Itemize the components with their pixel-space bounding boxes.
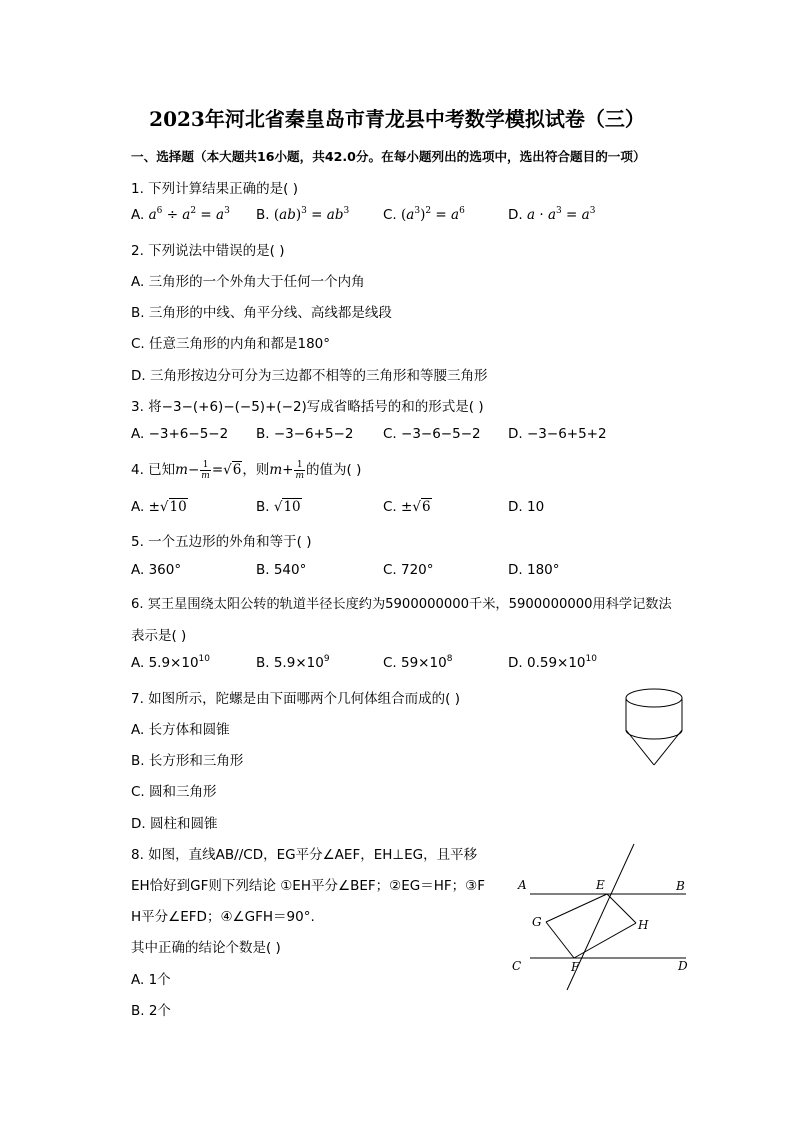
q4-option-b: B. √10: [256, 499, 301, 515]
cone-right-edge: [654, 730, 682, 765]
segment-eh: [607, 894, 636, 923]
cylinder-bottom-arc: [626, 730, 682, 739]
label-b: B: [676, 879, 685, 893]
q4-option-a: A. ±√10: [131, 499, 187, 515]
q6-option-d: D. $0.59\times 10^{10}$: [508, 654, 597, 671]
q3-option-b: B. −3−6+5−2: [256, 426, 354, 442]
q2-option-d: D. 三角形按边分可分为三边都不相等的三角形和等腰三角形: [131, 368, 488, 384]
question-8-stem-line2: EH恰好到GF则下列结论 ①EH平分∠BEF；②EG＝HF；③F: [131, 878, 486, 894]
q7-option-d: D. 圆柱和圆锥: [131, 816, 218, 832]
label-f: F: [571, 960, 580, 974]
q5-option-b: B. 540°: [256, 562, 307, 578]
q3-option-c: C. −3−6−5−2: [383, 426, 481, 442]
q1-option-c: C. $(a^3)^2 = a^6$: [383, 206, 465, 223]
q4-option-c: C. ±√6: [383, 499, 431, 515]
label-a: A: [518, 878, 527, 892]
q3-option-d: D. −3−6+5+2: [508, 426, 607, 442]
q6-option-c: C. $59\times 10^8$: [383, 654, 453, 671]
q5-option-c: C. 720°: [383, 562, 434, 578]
q8-option-a: A. 1个: [131, 972, 171, 988]
question-2-stem: 2. 下列说法中错误的是( ): [131, 243, 285, 259]
question-1-stem: 1. 下列计算结果正确的是( ): [131, 181, 298, 197]
label-d: D: [678, 959, 688, 973]
question-8-stem-line3: H平分∠EFD；④∠GFH＝90°.: [131, 909, 315, 925]
question-3-stem: 3. 将−3−(+6)−(−5)+(−2)写成省略括号的和的形式是( ): [131, 399, 484, 415]
segment-eg: [546, 894, 607, 922]
label-h: H: [638, 918, 649, 932]
q6-option-a: A. $5.9\times 10^{10}$: [131, 654, 210, 671]
question-8-stem-line1: 8. 如图，直线AB//CD，EG平分∠AEF，EH⊥EG，且平移: [131, 847, 478, 863]
label-c: C: [512, 959, 522, 973]
label-g: G: [532, 915, 542, 929]
segment-gf: [546, 922, 574, 958]
question-4-stem: 4. 已知m− $\frac{1}{m}$ =√6，则m+ $\frac{1}{m}$ 的值为( ): [131, 459, 362, 481]
cone-left-edge: [626, 730, 654, 765]
q7-option-b: B. 长方形和三角形: [131, 753, 244, 769]
q2-option-c: C. 任意三角形的内角和都是180°: [131, 336, 331, 352]
q3-option-a: A. −3+6−5−2: [131, 426, 229, 442]
label-e: E: [596, 878, 605, 892]
question-7-stem: 7. 如图所示，陀螺是由下面哪两个几何体组合而成的( ): [131, 691, 460, 707]
question-6-stem-cont: 表示是( ): [131, 628, 187, 644]
q1-option-a: A. $a^6 \div a^2 = a^3$: [131, 206, 230, 223]
question-5-stem: 5. 一个五边形的外角和等于( ): [131, 534, 312, 550]
segment-hf: [574, 923, 636, 958]
parallel-lines-figure: [510, 840, 695, 995]
q2-option-a: A. 三角形的一个外角大于任何一个内角: [131, 274, 365, 290]
spinning-top-figure: [620, 685, 690, 770]
q7-option-c: C. 圆和三角形: [131, 784, 217, 800]
q4-option-d: D. 10: [508, 499, 545, 515]
question-6-stem: 6. 冥王星围绕太阳公转的轨道半径长度约为5900000000千米，5900000000用科学记数法: [131, 597, 672, 612]
question-8-stem-line4: 其中正确的结论个数是( ): [131, 940, 281, 956]
q2-option-b: B. 三角形的中线、角平分线、高线都是线段: [131, 305, 392, 321]
q5-option-d: D. 180°: [508, 562, 560, 578]
section-heading: 一、选择题（本大题共16小题，共42.0分。在每小题列出的选项中，选出符合题目的一项）: [131, 149, 646, 164]
q1-option-d: D. $a \cdot a^3 = a^3$: [508, 206, 596, 223]
q7-option-a: A. 长方体和圆锥: [131, 722, 230, 738]
cylinder-top-ellipse: [626, 689, 682, 707]
q5-option-a: A. 360°: [131, 562, 182, 578]
page-title: 2023年河北省秦皇岛市青龙县中考数学模拟试卷（三）: [149, 107, 645, 131]
q1-option-b: B. $(ab)^3 = ab^3$: [256, 206, 350, 223]
q6-option-b: B. $5.9\times 10^9$: [256, 654, 330, 671]
q8-option-b: B. 2个: [131, 1003, 171, 1019]
